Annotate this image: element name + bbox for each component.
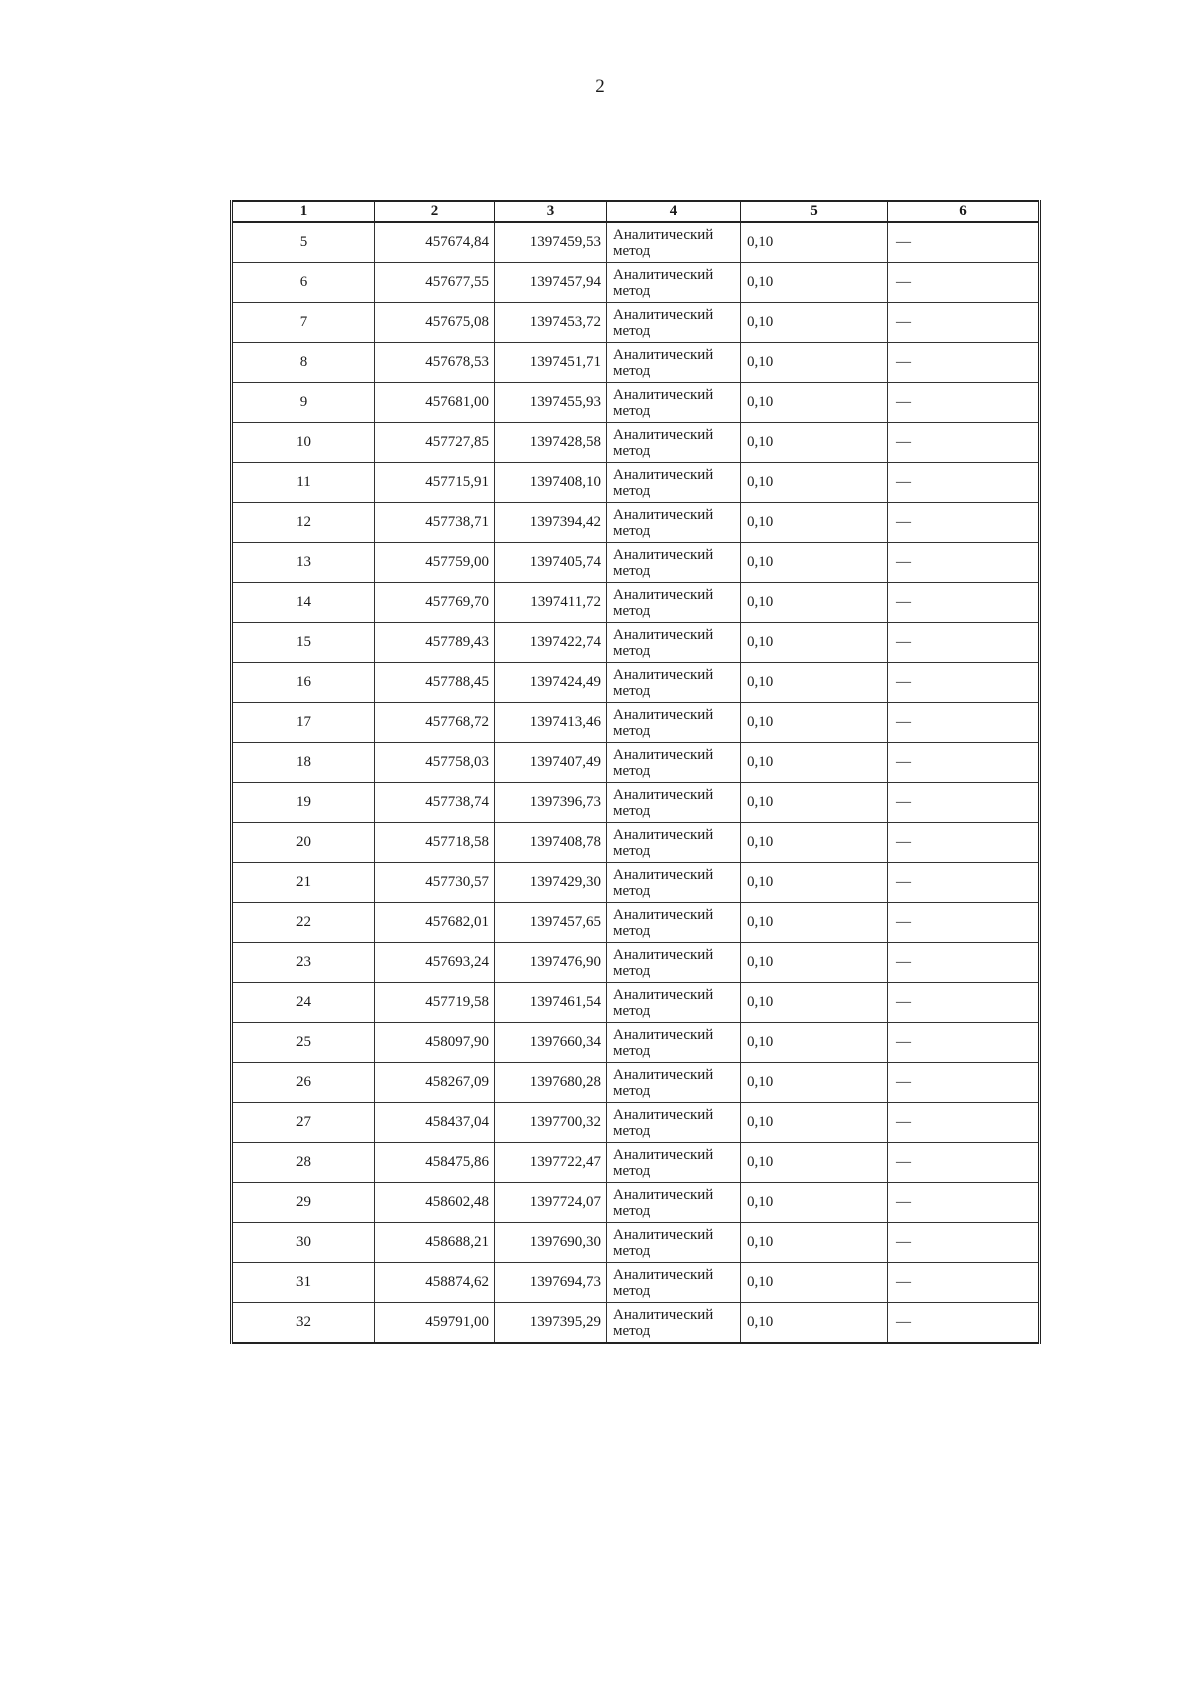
note-cell: — — [888, 383, 1040, 423]
point-number-cell: 7 — [232, 303, 375, 343]
point-number-cell: 28 — [232, 1143, 375, 1183]
table-row — [232, 1063, 1040, 1103]
method-line-2: метод — [613, 402, 651, 419]
method-line-1: Аналитический — [613, 946, 714, 963]
table-row — [232, 703, 1040, 743]
column-header-2: 2 — [375, 201, 495, 222]
y-coordinate-cell: 1397405,74 — [495, 543, 607, 583]
method-line-1: Аналитический — [613, 1266, 714, 1283]
note-cell: — — [888, 903, 1040, 943]
x-coordinate-cell: 457789,43 — [375, 623, 495, 663]
y-coordinate-cell: 1397407,49 — [495, 743, 607, 783]
y-coordinate-cell: 1397680,28 — [495, 1063, 607, 1103]
accuracy-cell: 0,10 — [741, 1143, 888, 1183]
x-coordinate-cell: 457715,91 — [375, 463, 495, 503]
point-number-cell: 21 — [232, 863, 375, 903]
x-coordinate-cell: 457768,72 — [375, 703, 495, 743]
table-row — [232, 663, 1040, 703]
table-row — [232, 263, 1040, 303]
method-cell — [607, 783, 741, 823]
point-number-cell: 10 — [232, 423, 375, 463]
method-line-1: Аналитический — [613, 1146, 714, 1163]
note-cell: — — [888, 423, 1040, 463]
accuracy-cell: 0,10 — [741, 1023, 888, 1063]
method-cell — [607, 1303, 741, 1344]
method-line-2: метод — [613, 1082, 651, 1099]
accuracy-cell: 0,10 — [741, 543, 888, 583]
note-cell: — — [888, 983, 1040, 1023]
x-coordinate-cell: 457769,70 — [375, 583, 495, 623]
method-line-2: метод — [613, 442, 651, 459]
accuracy-cell: 0,10 — [741, 303, 888, 343]
y-coordinate-cell: 1397461,54 — [495, 983, 607, 1023]
method-line-1: Аналитический — [613, 786, 714, 803]
table-row — [232, 303, 1040, 343]
method-cell — [607, 383, 741, 423]
table-row — [232, 1263, 1040, 1303]
point-number-cell: 25 — [232, 1023, 375, 1063]
method-line-1: Аналитический — [613, 666, 714, 683]
x-coordinate-cell: 457788,45 — [375, 663, 495, 703]
y-coordinate-cell: 1397429,30 — [495, 863, 607, 903]
note-cell: — — [888, 823, 1040, 863]
x-coordinate-cell: 457674,84 — [375, 222, 495, 263]
method-line-2: метод — [613, 642, 651, 659]
note-cell: — — [888, 663, 1040, 703]
x-coordinate-cell: 457719,58 — [375, 983, 495, 1023]
method-line-1: Аналитический — [613, 906, 714, 923]
note-cell: — — [888, 503, 1040, 543]
point-number-cell: 5 — [232, 222, 375, 263]
x-coordinate-cell: 458437,04 — [375, 1103, 495, 1143]
accuracy-cell: 0,10 — [741, 983, 888, 1023]
method-cell — [607, 1263, 741, 1303]
method-line-1: Аналитический — [613, 506, 714, 523]
method-line-1: Аналитический — [613, 826, 714, 843]
table-row — [232, 1303, 1040, 1344]
method-line-1: Аналитический — [613, 1186, 714, 1203]
method-line-2: метод — [613, 1242, 651, 1259]
table-row — [232, 1183, 1040, 1223]
table-row — [232, 903, 1040, 943]
accuracy-cell: 0,10 — [741, 863, 888, 903]
accuracy-cell: 0,10 — [741, 663, 888, 703]
accuracy-cell: 0,10 — [741, 903, 888, 943]
accuracy-cell: 0,10 — [741, 463, 888, 503]
x-coordinate-cell: 457693,24 — [375, 943, 495, 983]
method-line-1: Аналитический — [613, 626, 714, 643]
method-line-2: метод — [613, 1002, 651, 1019]
table-row — [232, 863, 1040, 903]
column-header-5: 5 — [741, 201, 888, 222]
note-cell: — — [888, 1023, 1040, 1063]
method-line-2: метод — [613, 882, 651, 899]
point-number-cell: 19 — [232, 783, 375, 823]
method-line-1: Аналитический — [613, 746, 714, 763]
x-coordinate-cell: 459791,00 — [375, 1303, 495, 1344]
point-number-cell: 31 — [232, 1263, 375, 1303]
y-coordinate-cell: 1397408,78 — [495, 823, 607, 863]
point-number-cell: 24 — [232, 983, 375, 1023]
y-coordinate-cell: 1397690,30 — [495, 1223, 607, 1263]
table-row — [232, 463, 1040, 503]
point-number-cell: 8 — [232, 343, 375, 383]
x-coordinate-cell: 458874,62 — [375, 1263, 495, 1303]
table-row — [232, 1223, 1040, 1263]
point-number-cell: 27 — [232, 1103, 375, 1143]
y-coordinate-cell: 1397457,65 — [495, 903, 607, 943]
x-coordinate-cell: 457681,00 — [375, 383, 495, 423]
method-cell — [607, 423, 741, 463]
accuracy-cell: 0,10 — [741, 222, 888, 263]
method-line-2: метод — [613, 322, 651, 339]
point-number-cell: 9 — [232, 383, 375, 423]
table-row — [232, 383, 1040, 423]
accuracy-cell: 0,10 — [741, 383, 888, 423]
y-coordinate-cell: 1397476,90 — [495, 943, 607, 983]
note-cell: — — [888, 1103, 1040, 1143]
x-coordinate-cell: 458688,21 — [375, 1223, 495, 1263]
method-line-2: метод — [613, 1042, 651, 1059]
accuracy-cell: 0,10 — [741, 783, 888, 823]
page-number: 2 — [595, 76, 605, 97]
table-row — [232, 343, 1040, 383]
note-cell: — — [888, 1263, 1040, 1303]
x-coordinate-cell: 458475,86 — [375, 1143, 495, 1183]
method-line-1: Аналитический — [613, 1026, 714, 1043]
method-line-1: Аналитический — [613, 1066, 714, 1083]
y-coordinate-cell: 1397700,32 — [495, 1103, 607, 1143]
x-coordinate-cell: 457718,58 — [375, 823, 495, 863]
note-cell: — — [888, 1063, 1040, 1103]
column-header-6: 6 — [888, 201, 1040, 222]
method-cell — [607, 823, 741, 863]
table-header-row — [232, 201, 1040, 222]
note-cell: — — [888, 543, 1040, 583]
method-cell — [607, 263, 741, 303]
accuracy-cell: 0,10 — [741, 703, 888, 743]
method-line-2: метод — [613, 482, 651, 499]
method-line-2: метод — [613, 602, 651, 619]
table-row — [232, 543, 1040, 583]
note-cell: — — [888, 743, 1040, 783]
method-cell — [607, 1023, 741, 1063]
method-line-2: метод — [613, 682, 651, 699]
method-line-2: метод — [613, 762, 651, 779]
method-line-1: Аналитический — [613, 1226, 714, 1243]
column-header-3: 3 — [495, 201, 607, 222]
accuracy-cell: 0,10 — [741, 1223, 888, 1263]
method-line-1: Аналитический — [613, 266, 714, 283]
x-coordinate-cell: 458602,48 — [375, 1183, 495, 1223]
method-line-2: метод — [613, 842, 651, 859]
method-cell — [607, 503, 741, 543]
table-row — [232, 222, 1040, 263]
note-cell: — — [888, 943, 1040, 983]
method-cell — [607, 1143, 741, 1183]
note-cell: — — [888, 463, 1040, 503]
accuracy-cell: 0,10 — [741, 1103, 888, 1143]
method-cell — [607, 1183, 741, 1223]
note-cell: — — [888, 1303, 1040, 1344]
table-row — [232, 1143, 1040, 1183]
method-cell — [607, 983, 741, 1023]
method-cell — [607, 222, 741, 263]
accuracy-cell: 0,10 — [741, 583, 888, 623]
point-number-cell: 18 — [232, 743, 375, 783]
note-cell: — — [888, 623, 1040, 663]
x-coordinate-cell: 457758,03 — [375, 743, 495, 783]
point-number-cell: 32 — [232, 1303, 375, 1344]
note-cell: — — [888, 1143, 1040, 1183]
table-row — [232, 743, 1040, 783]
note-cell: — — [888, 583, 1040, 623]
coordinates-table — [230, 200, 1041, 1344]
accuracy-cell: 0,10 — [741, 503, 888, 543]
method-cell — [607, 663, 741, 703]
table-row — [232, 783, 1040, 823]
x-coordinate-cell: 457682,01 — [375, 903, 495, 943]
accuracy-cell: 0,10 — [741, 343, 888, 383]
point-number-cell: 16 — [232, 663, 375, 703]
accuracy-cell: 0,10 — [741, 943, 888, 983]
table-row — [232, 943, 1040, 983]
table-row — [232, 1023, 1040, 1063]
x-coordinate-cell: 458267,09 — [375, 1063, 495, 1103]
y-coordinate-cell: 1397722,47 — [495, 1143, 607, 1183]
accuracy-cell: 0,10 — [741, 423, 888, 463]
table-row — [232, 823, 1040, 863]
method-line-2: метод — [613, 1122, 651, 1139]
x-coordinate-cell: 457730,57 — [375, 863, 495, 903]
y-coordinate-cell: 1397428,58 — [495, 423, 607, 463]
method-cell — [607, 1063, 741, 1103]
method-line-1: Аналитический — [613, 226, 714, 243]
point-number-cell: 23 — [232, 943, 375, 983]
y-coordinate-cell: 1397724,07 — [495, 1183, 607, 1223]
method-line-1: Аналитический — [613, 1306, 714, 1323]
x-coordinate-cell: 457759,00 — [375, 543, 495, 583]
y-coordinate-cell: 1397422,74 — [495, 623, 607, 663]
x-coordinate-cell: 457738,74 — [375, 783, 495, 823]
note-cell: — — [888, 303, 1040, 343]
accuracy-cell: 0,10 — [741, 1263, 888, 1303]
y-coordinate-cell: 1397408,10 — [495, 463, 607, 503]
point-number-cell: 29 — [232, 1183, 375, 1223]
y-coordinate-cell: 1397694,73 — [495, 1263, 607, 1303]
table-row — [232, 623, 1040, 663]
accuracy-cell: 0,10 — [741, 823, 888, 863]
y-coordinate-cell: 1397453,72 — [495, 303, 607, 343]
method-line-2: метод — [613, 962, 651, 979]
point-number-cell: 11 — [232, 463, 375, 503]
accuracy-cell: 0,10 — [741, 1063, 888, 1103]
method-line-2: метод — [613, 282, 651, 299]
method-line-2: метод — [613, 1322, 651, 1339]
x-coordinate-cell: 458097,90 — [375, 1023, 495, 1063]
method-cell — [607, 343, 741, 383]
method-line-1: Аналитический — [613, 586, 714, 603]
x-coordinate-cell: 457727,85 — [375, 423, 495, 463]
method-line-1: Аналитический — [613, 866, 714, 883]
y-coordinate-cell: 1397459,53 — [495, 222, 607, 263]
y-coordinate-cell: 1397457,94 — [495, 263, 607, 303]
method-line-1: Аналитический — [613, 386, 714, 403]
method-line-1: Аналитический — [613, 1106, 714, 1123]
point-number-cell: 17 — [232, 703, 375, 743]
method-line-1: Аналитический — [613, 706, 714, 723]
method-line-2: метод — [613, 562, 651, 579]
table-row — [232, 503, 1040, 543]
point-number-cell: 15 — [232, 623, 375, 663]
x-coordinate-cell: 457738,71 — [375, 503, 495, 543]
y-coordinate-cell: 1397396,73 — [495, 783, 607, 823]
method-line-2: метод — [613, 1162, 651, 1179]
y-coordinate-cell: 1397660,34 — [495, 1023, 607, 1063]
accuracy-cell: 0,10 — [741, 1183, 888, 1223]
point-number-cell: 6 — [232, 263, 375, 303]
point-number-cell: 30 — [232, 1223, 375, 1263]
accuracy-cell: 0,10 — [741, 1303, 888, 1344]
method-line-2: метод — [613, 242, 651, 259]
method-line-2: метод — [613, 1202, 651, 1219]
point-number-cell: 12 — [232, 503, 375, 543]
method-cell — [607, 303, 741, 343]
method-line-1: Аналитический — [613, 986, 714, 1003]
y-coordinate-cell: 1397451,71 — [495, 343, 607, 383]
note-cell: — — [888, 1223, 1040, 1263]
column-header-4: 4 — [607, 201, 741, 222]
method-cell — [607, 863, 741, 903]
method-line-1: Аналитический — [613, 546, 714, 563]
point-number-cell: 26 — [232, 1063, 375, 1103]
point-number-cell: 14 — [232, 583, 375, 623]
method-cell — [607, 623, 741, 663]
x-coordinate-cell: 457677,55 — [375, 263, 495, 303]
method-cell — [607, 903, 741, 943]
method-cell — [607, 1223, 741, 1263]
x-coordinate-cell: 457678,53 — [375, 343, 495, 383]
y-coordinate-cell: 1397413,46 — [495, 703, 607, 743]
method-line-1: Аналитический — [613, 426, 714, 443]
method-line-2: метод — [613, 802, 651, 819]
table-row — [232, 983, 1040, 1023]
method-cell — [607, 1103, 741, 1143]
method-cell — [607, 743, 741, 783]
note-cell: — — [888, 1183, 1040, 1223]
method-line-2: метод — [613, 722, 651, 739]
method-line-2: метод — [613, 522, 651, 539]
method-cell — [607, 463, 741, 503]
note-cell: — — [888, 343, 1040, 383]
method-cell — [607, 543, 741, 583]
method-line-1: Аналитический — [613, 346, 714, 363]
method-cell — [607, 703, 741, 743]
y-coordinate-cell: 1397455,93 — [495, 383, 607, 423]
note-cell: — — [888, 783, 1040, 823]
note-cell: — — [888, 222, 1040, 263]
note-cell: — — [888, 263, 1040, 303]
method-cell — [607, 583, 741, 623]
y-coordinate-cell: 1397395,29 — [495, 1303, 607, 1344]
method-line-2: метод — [613, 1282, 651, 1299]
table-row — [232, 1103, 1040, 1143]
note-cell: — — [888, 703, 1040, 743]
table-row — [232, 583, 1040, 623]
y-coordinate-cell: 1397424,49 — [495, 663, 607, 703]
x-coordinate-cell: 457675,08 — [375, 303, 495, 343]
y-coordinate-cell: 1397394,42 — [495, 503, 607, 543]
method-cell — [607, 943, 741, 983]
accuracy-cell: 0,10 — [741, 743, 888, 783]
accuracy-cell: 0,10 — [741, 623, 888, 663]
method-line-1: Аналитический — [613, 306, 714, 323]
column-header-1: 1 — [232, 201, 375, 222]
table-body — [232, 222, 1040, 1343]
accuracy-cell: 0,10 — [741, 263, 888, 303]
point-number-cell: 20 — [232, 823, 375, 863]
table-row — [232, 423, 1040, 463]
point-number-cell: 22 — [232, 903, 375, 943]
point-number-cell: 13 — [232, 543, 375, 583]
note-cell: — — [888, 863, 1040, 903]
method-line-1: Аналитический — [613, 466, 714, 483]
method-line-2: метод — [613, 362, 651, 379]
y-coordinate-cell: 1397411,72 — [495, 583, 607, 623]
method-line-2: метод — [613, 922, 651, 939]
